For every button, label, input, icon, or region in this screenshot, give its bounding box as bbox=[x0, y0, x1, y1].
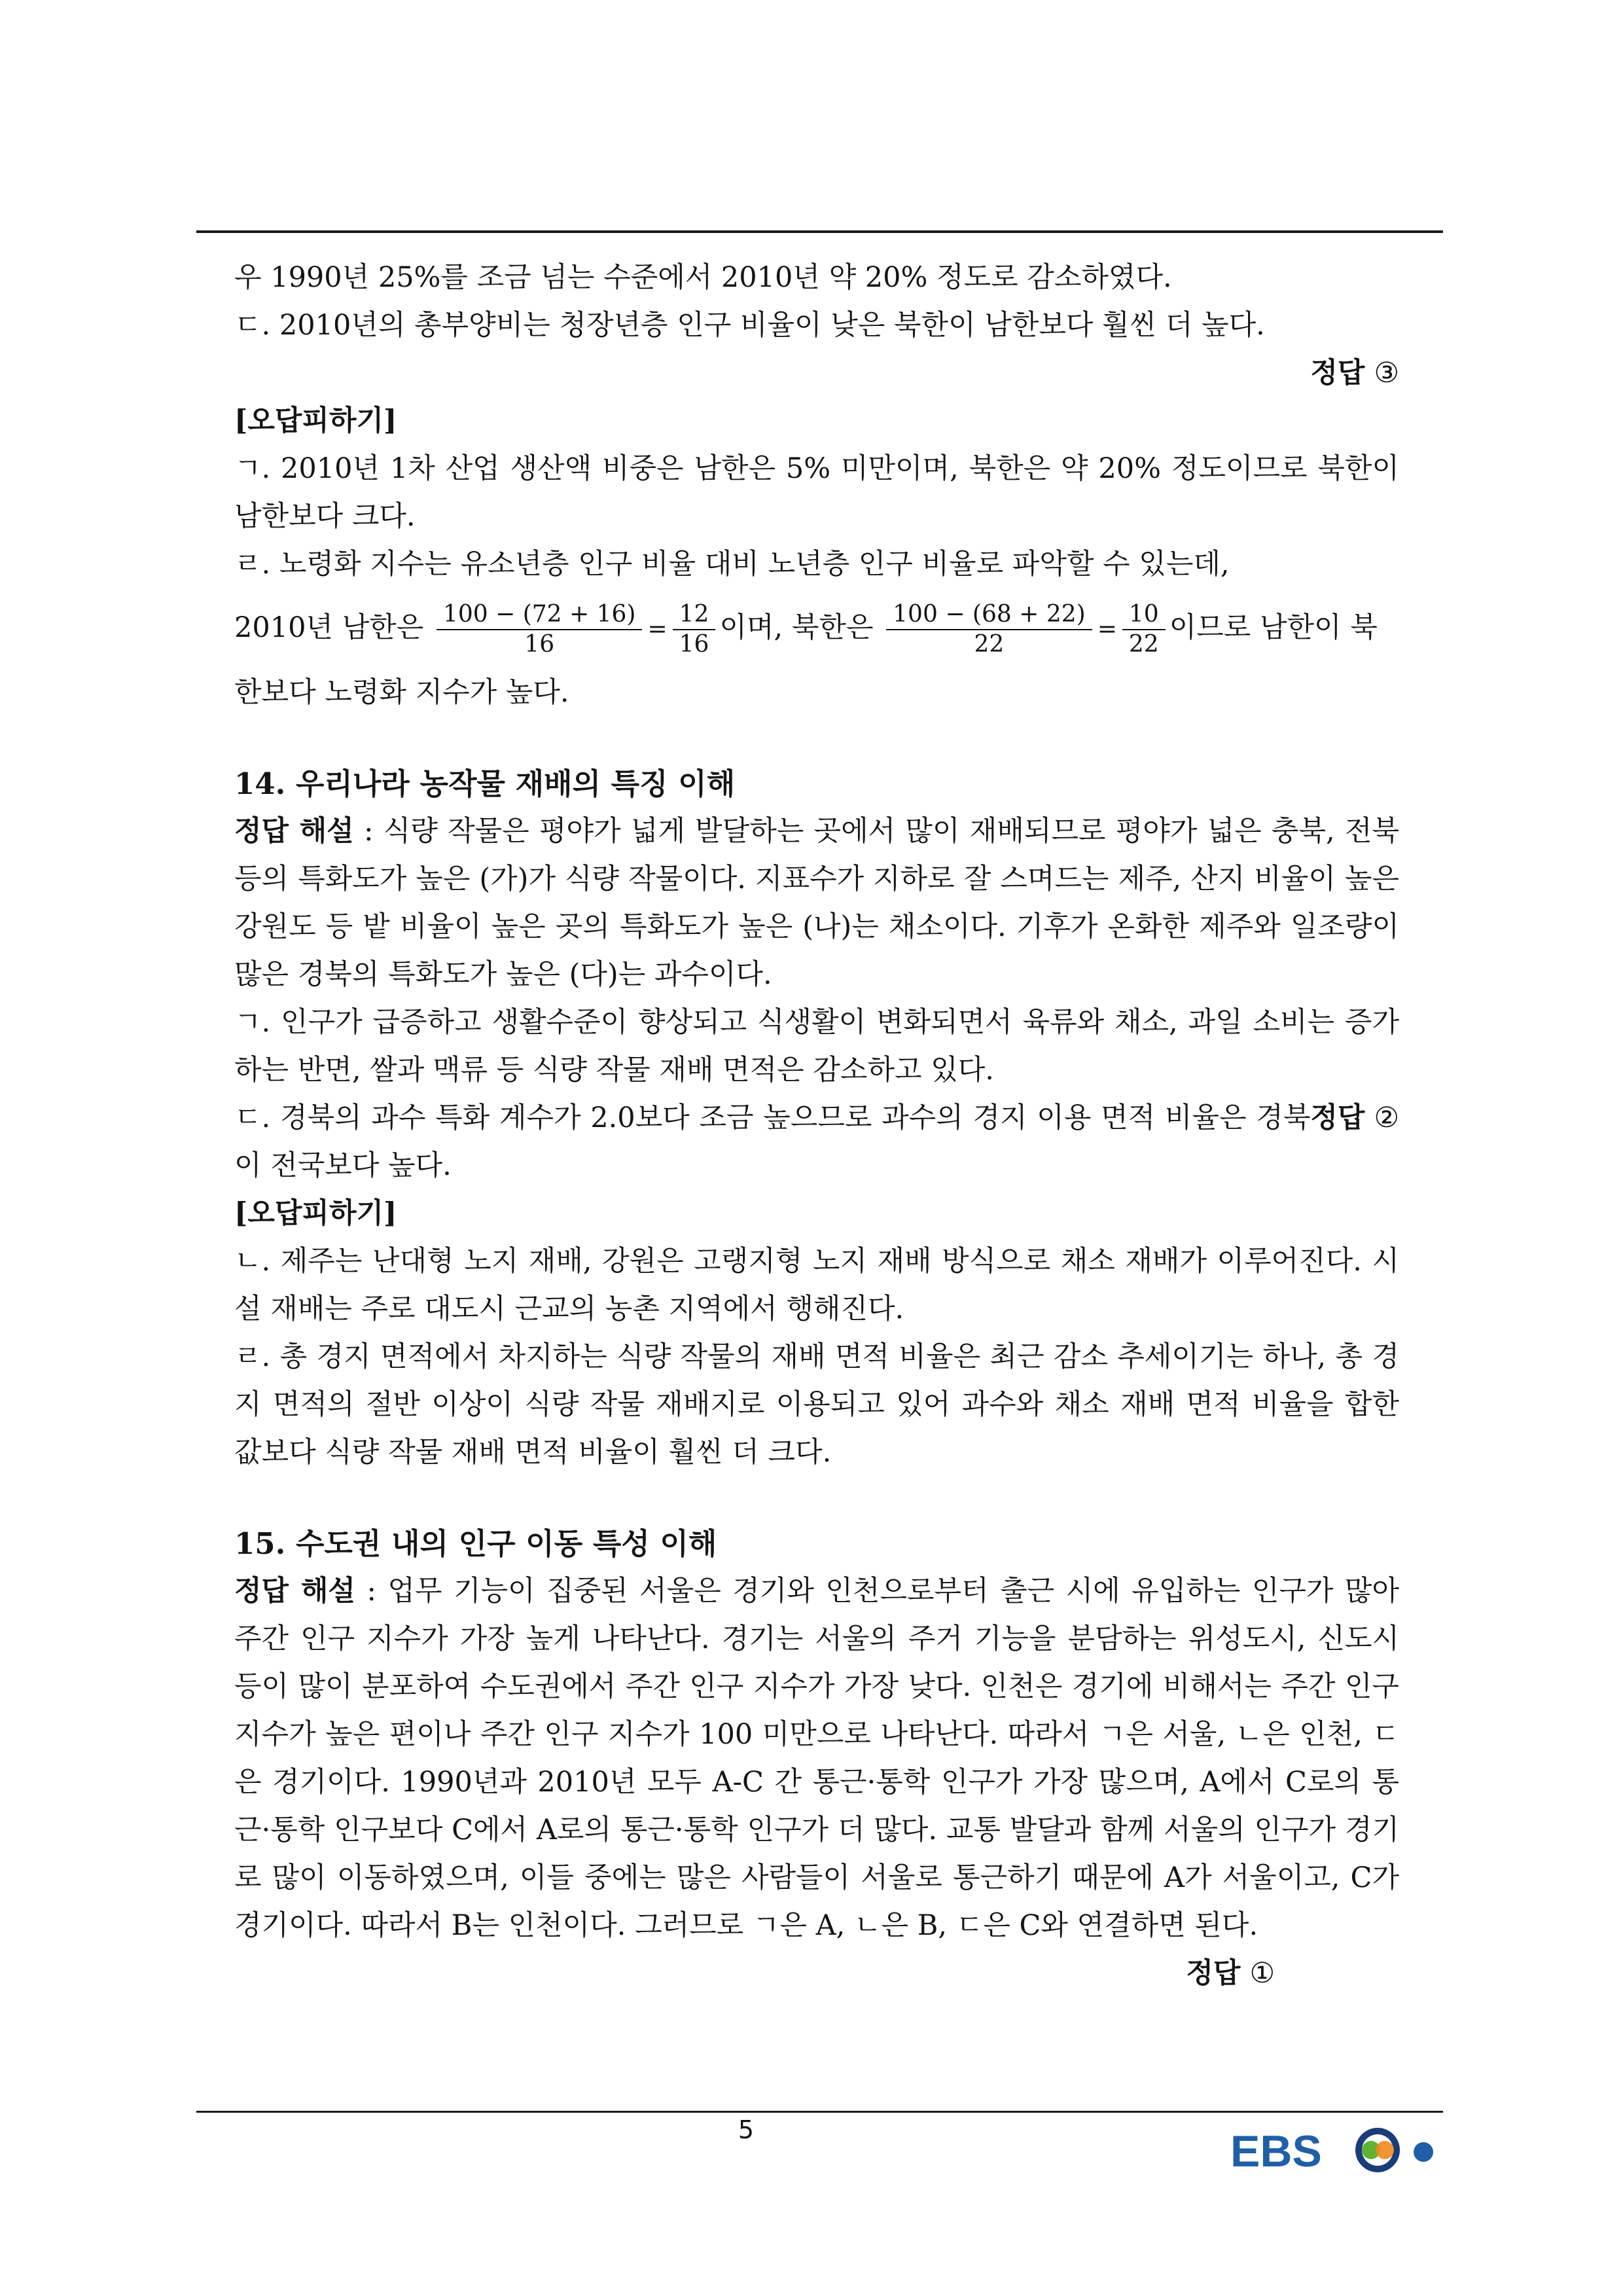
wrong-answer-heading: [오답피하기] bbox=[234, 1197, 397, 1230]
q14-explanation-d bbox=[234, 1094, 1399, 1190]
logo-orange-dot-icon bbox=[1376, 2141, 1394, 2159]
answer-15 bbox=[234, 1950, 1399, 1998]
q14-explanation-n: ㄴ. 제주는 난대형 노지 재배, 강원은 고랭지형 노지 재배 방식으로 채소 재배가 이루어진다. 시설 재배는 주로 대도시 근교의 농촌 지역에서 행해진다. bbox=[234, 1245, 1399, 1325]
explanation-body: : 식량 작물은 평야가 넓게 발달하는 곳에서 많이 재배되므로 평야가 넓은 충북, 전북 등의 특화도가 높은 (가)가 식량 작물이다. 지표수가 지하로 잘 스며드는 제주, 산지 비율이 높은 강원도 등 밭 비율이 높은 곳의 특화도가 높은 (나)는 채소이다. 기후가 온화한 제주와 일조량이 많은 경북의 특화도가 높은 (다)는 과수이다. bbox=[234, 815, 1399, 991]
section-gap bbox=[234, 1477, 1399, 1520]
north-fraction bbox=[886, 600, 1092, 659]
south-result-den: 16 bbox=[679, 631, 709, 658]
equals-sign: = bbox=[647, 616, 668, 643]
answer-number: ① bbox=[1249, 1957, 1275, 1990]
north-numerator: 100 − (68 + 22) bbox=[886, 600, 1092, 630]
formula-prefix: 2010년 남한은 bbox=[234, 611, 424, 644]
explanation-g: ㄱ. 2010년 1차 산업 생산액 비중은 남한은 5% 미만이며, 북한은 약 20% 정도이므로 북한이 남한보다 크다. bbox=[234, 452, 1399, 533]
north-result-num: 10 bbox=[1122, 600, 1166, 630]
explanation-lead: 정답 해설 bbox=[234, 1575, 355, 1607]
formula-mid: 이며, 북한은 bbox=[719, 611, 874, 644]
q14-explanation-g: ㄱ. 인구가 급증하고 생활수준이 향상되고 식생활이 변화되면서 육류와 채소, 과일 소비는 증가하는 반면, 쌀과 맥류 등 식량 작물 재배 면적은 감소하고 있다. bbox=[234, 1006, 1399, 1086]
answer-label: 정답 bbox=[1310, 1102, 1365, 1134]
north-result-den: 22 bbox=[1128, 631, 1159, 658]
equals-sign: = bbox=[1097, 616, 1117, 643]
formula-suffix: 이므로 남한이 북 bbox=[1169, 611, 1378, 644]
question-15-title: 15. 수도권 내의 인구 이동 특성 이해 bbox=[234, 1526, 717, 1561]
south-fraction bbox=[437, 600, 643, 659]
aging-index-formula bbox=[234, 588, 1399, 669]
wrong-answer-heading: [오답피하기] bbox=[234, 404, 397, 437]
explanation-d: ㄷ. 2010년의 총부양비는 청장년층 인구 비율이 낮은 북한이 남한보다 훨씬 더 높다. bbox=[234, 309, 1265, 342]
continuation-line: 우 1990년 25%를 조금 넘는 수준에서 2010년 약 20% 정도로 감소하였다. bbox=[234, 261, 1172, 294]
page-content bbox=[234, 254, 1399, 1998]
q14-d-text: ㄷ. 경북의 과수 특화 계수가 2.0보다 조금 높으므로 과수의 경지 이용 면적 비율은 경북이 전국보다 높다. bbox=[234, 1102, 1311, 1182]
south-denominator: 16 bbox=[524, 631, 555, 658]
answer-label: 정답 bbox=[1186, 1957, 1241, 1990]
header-rule bbox=[196, 230, 1443, 233]
q14-explanation-r: ㄹ. 총 경지 면적에서 차지하는 식량 작물의 재배 면적 비율은 최근 감소 추세이기는 하나, 총 경지 면적의 절반 이상이 식량 작물 재배지로 이용되고 있어 과수와 채소 재배 면적 비율을 합한 값보다 식량 작물 재배 면적 비율이 훨씬 더 크다. bbox=[234, 1340, 1399, 1469]
question-15-explanation bbox=[234, 1568, 1399, 1950]
south-result bbox=[673, 600, 716, 659]
north-denominator: 22 bbox=[974, 631, 1005, 658]
south-result-num: 12 bbox=[673, 600, 716, 630]
footer-rule bbox=[196, 2111, 1443, 2113]
section-gap bbox=[234, 717, 1399, 760]
south-numerator: 100 − (72 + 16) bbox=[437, 600, 643, 630]
logo-small-dot-icon bbox=[1414, 2142, 1433, 2162]
explanation-r: ㄹ. 노령화 지수는 유소년층 인구 비율 대비 노년층 인구 비율로 파악할 수 있는데, bbox=[234, 548, 1230, 581]
question-14-title: 14. 우리나라 농작물 재배의 특징 이해 bbox=[234, 766, 736, 801]
north-result bbox=[1122, 600, 1166, 659]
page-number: 5 bbox=[738, 2115, 755, 2144]
explanation-body: : 업무 기능이 집중된 서울은 경기와 인천으로부터 출근 시에 유입하는 인구가 많아 주간 인구 지수가 가장 높게 나타난다. 경기는 서울의 주거 기능을 분담하는 위성도시, 신도시 등이 많이 분포하여 수도권에서 주간 인구 지수가 가장 낮다. 인천은 경기에 비해서는 주간 인구 지수가 높은 편이나 주간 인구 지수가 100 미만으로 나타난다. 따라서 ㄱ은 서울, ㄴ은 인천, ㄷ은 경기이다. 1990년과 2010년 모두 A-C 간 통근·통학 인구가 가장 많으며, A에서 C로의 통근·통학 인구보다 C에서 A로의 통근·통학 인구가 더 많다. 교통 발달과 함께 서울의 인구가 경기로 많이 이동하였으며, 이들 중에는 많은 사람들이 서울로 통근하기 때문에 A가 서울이고, C가 경기이다. 따라서 B는 인천이다. 그러므로 ㄱ은 A, ㄴ은 B, ㄷ은 C와 연결하면 된다. bbox=[234, 1575, 1400, 1942]
ebs-logo bbox=[1230, 2121, 1446, 2179]
answer-label: 정답 bbox=[1310, 357, 1365, 389]
explanation-r-end: 한보다 노령화 지수가 높다. bbox=[234, 676, 569, 709]
answer-14 bbox=[1310, 1094, 1399, 1142]
question-14-explanation bbox=[234, 808, 1399, 999]
explanation-lead: 정답 해설 bbox=[234, 815, 354, 848]
ebs-logo-text: EBS bbox=[1230, 2126, 1322, 2176]
answer-number: ③ bbox=[1374, 357, 1399, 389]
answer-13 bbox=[234, 350, 1399, 397]
answer-number: ② bbox=[1374, 1102, 1399, 1134]
